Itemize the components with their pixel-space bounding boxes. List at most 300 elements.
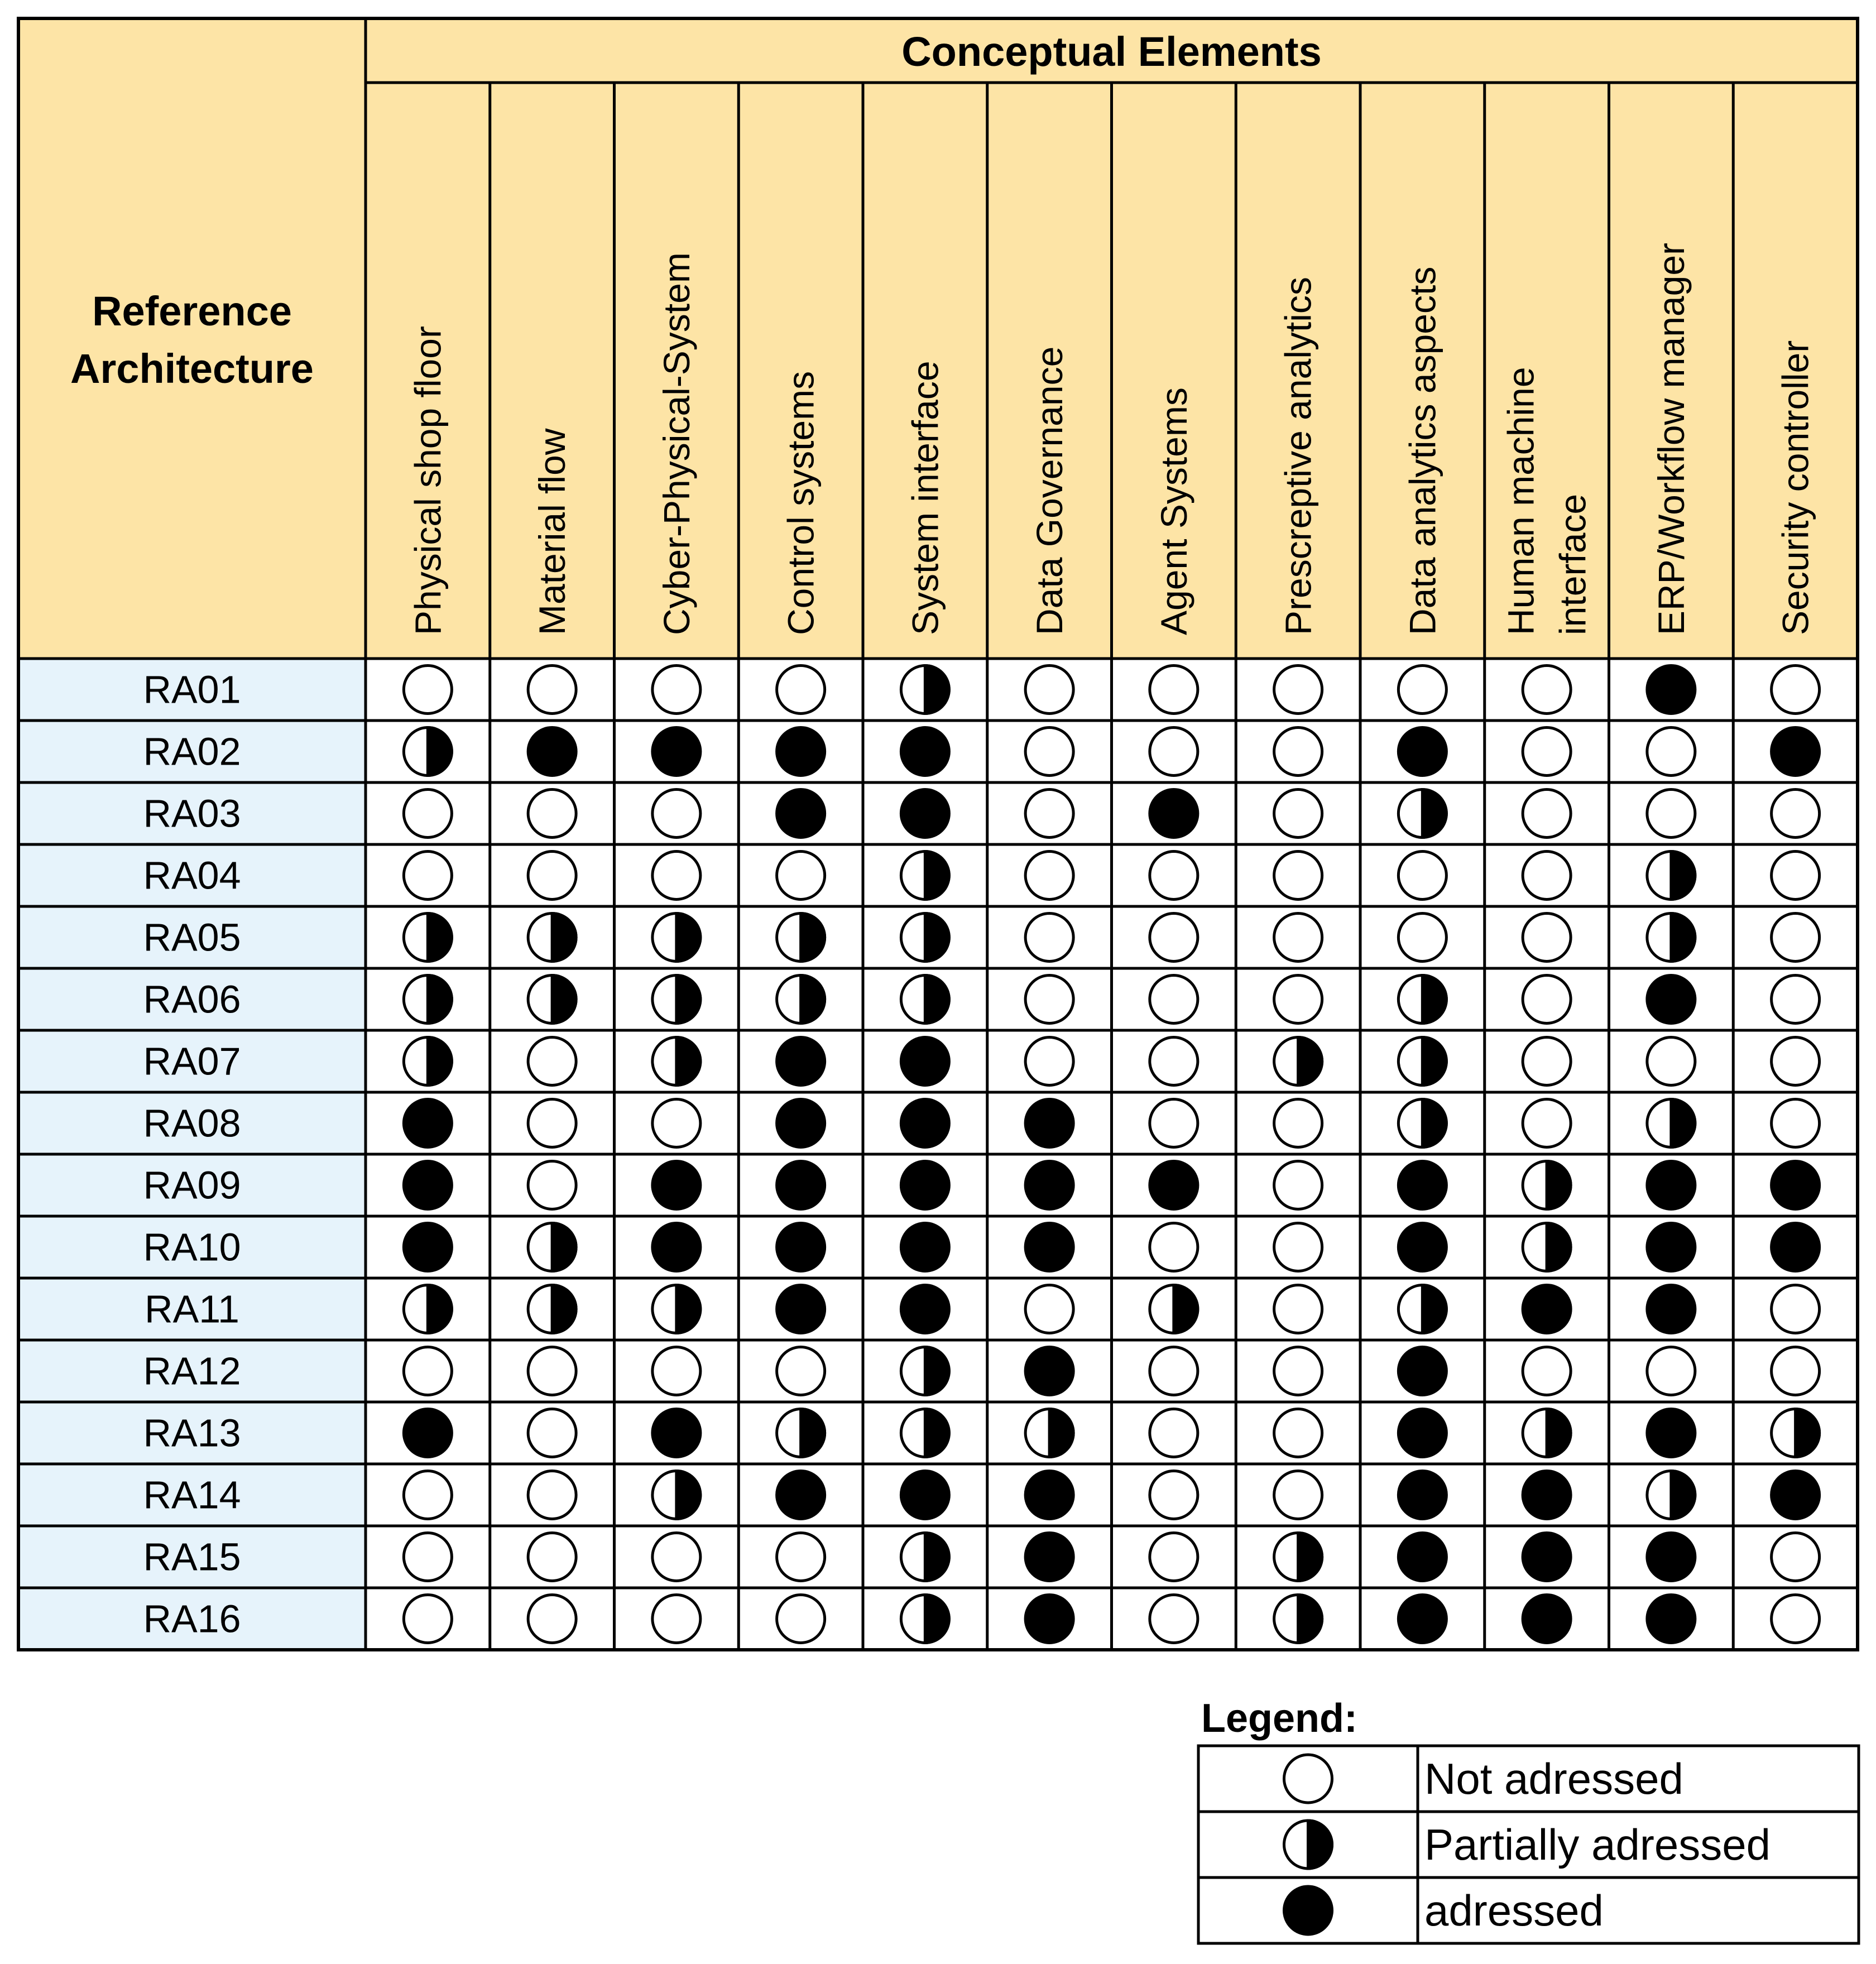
matrix-cell-symbol: [404, 790, 452, 838]
matrix-cell-symbol: [652, 976, 700, 1024]
empty-circle-icon: [528, 1347, 576, 1395]
matrix-cell-symbol: [404, 1099, 452, 1147]
matrix-cell-symbol: [652, 790, 700, 838]
matrix-cell-symbol: [1772, 790, 1820, 838]
matrix-cell-symbol: [901, 1347, 949, 1395]
matrix-cell-symbol: [1647, 1099, 1695, 1147]
matrix-cell-symbol: [1274, 790, 1322, 838]
matrix-cell-symbol: [901, 914, 949, 962]
legend-title: Legend:: [1201, 1696, 1357, 1741]
full-circle-icon: [901, 790, 949, 838]
full-circle-icon: [1398, 1533, 1446, 1581]
matrix-cell-symbol: [1772, 976, 1820, 1024]
matrix-cell-symbol: [528, 1099, 576, 1147]
matrix-cell-symbol: [1647, 1223, 1695, 1271]
matrix-cell-symbol: [1150, 1285, 1198, 1333]
matrix-cell-symbol: [1150, 1099, 1198, 1147]
empty-circle-icon: [1772, 1595, 1820, 1643]
empty-circle-icon: [1398, 914, 1446, 962]
matrix-cell-symbol: [652, 914, 700, 962]
full-circle-icon: [1025, 1533, 1073, 1581]
full-circle-icon: [1523, 1285, 1571, 1333]
matrix-cell-symbol: [404, 1285, 452, 1333]
matrix-cell-symbol: [1274, 1099, 1322, 1147]
full-circle-icon: [1647, 1409, 1695, 1457]
legend-label: adressed: [1424, 1886, 1604, 1935]
full-circle-icon: [1772, 1161, 1820, 1209]
empty-circle-icon: [1523, 1038, 1571, 1086]
matrix-cell-symbol: [1772, 852, 1820, 900]
full-circle-icon: [1523, 1471, 1571, 1519]
matrix-cell-symbol: [1647, 666, 1695, 714]
full-circle-icon: [1647, 976, 1695, 1024]
full-circle-icon: [1150, 1161, 1198, 1209]
empty-circle-icon: [404, 852, 452, 900]
full-circle-icon: [652, 1409, 700, 1457]
matrix-cell-symbol: [528, 1533, 576, 1581]
empty-circle-icon: [1025, 1038, 1073, 1086]
row-label: RA12: [143, 1349, 241, 1393]
empty-circle-icon: [1772, 1099, 1820, 1147]
matrix-cell-symbol: [404, 914, 452, 962]
full-circle-icon: [1025, 1471, 1073, 1519]
full-circle-icon: [777, 1099, 825, 1147]
empty-circle-icon: [528, 1161, 576, 1209]
matrix-cell-symbol: [1647, 1595, 1695, 1643]
matrix-cell-symbol: [1772, 728, 1820, 776]
matrix-cell-symbol: [652, 1409, 700, 1457]
empty-circle-icon: [777, 1347, 825, 1395]
empty-circle-icon: [404, 1533, 452, 1581]
empty-circle-icon: [652, 1099, 700, 1147]
empty-circle-icon: [777, 666, 825, 714]
legend-symbol: [1284, 1755, 1332, 1803]
full-circle-icon: [777, 1471, 825, 1519]
matrix-cell-symbol: [1647, 728, 1695, 776]
matrix-cell-symbol: [1772, 1285, 1820, 1333]
full-circle-icon: [1523, 1533, 1571, 1581]
column-header-label: Data analytics aspects: [1402, 266, 1443, 635]
column-header-label: interface: [1552, 493, 1594, 635]
matrix-cell-symbol: [1772, 1161, 1820, 1209]
empty-circle-icon: [404, 1347, 452, 1395]
full-circle-icon: [652, 1223, 700, 1271]
column-header: [1153, 387, 1194, 635]
matrix-cell-symbol: [901, 666, 949, 714]
matrix-cell-symbol: [1398, 666, 1446, 714]
matrix-cell-symbol: [777, 1038, 825, 1086]
empty-circle-icon: [1772, 790, 1820, 838]
matrix-cell-symbol: [1398, 914, 1446, 962]
matrix-cell-symbol: [1647, 976, 1695, 1024]
matrix-cell-symbol: [1025, 1409, 1073, 1457]
matrix-cell-symbol: [901, 1409, 949, 1457]
matrix-cell-symbol: [1398, 852, 1446, 900]
matrix-cell-symbol: [777, 1409, 825, 1457]
matrix-cell-symbol: [1647, 914, 1695, 962]
matrix-cell-symbol: [777, 1099, 825, 1147]
full-circle-icon: [1647, 1533, 1695, 1581]
full-circle-icon: [1284, 1886, 1332, 1934]
empty-circle-icon: [1274, 666, 1322, 714]
empty-circle-icon: [1772, 666, 1820, 714]
matrix-cell-symbol: [901, 1533, 949, 1581]
matrix-cell-symbol: [901, 1161, 949, 1209]
matrix-cell-symbol: [1647, 1471, 1695, 1519]
matrix-cell-symbol: [901, 976, 949, 1024]
matrix-cell-symbol: [1772, 1099, 1820, 1147]
empty-circle-icon: [652, 1595, 700, 1643]
full-circle-icon: [901, 1285, 949, 1333]
matrix-cell-symbol: [528, 1347, 576, 1395]
matrix-cell-symbol: [1025, 976, 1073, 1024]
full-circle-icon: [1647, 1223, 1695, 1271]
row-label: RA03: [143, 791, 241, 835]
empty-circle-icon: [1284, 1755, 1332, 1803]
full-circle-icon: [1025, 1347, 1073, 1395]
matrix-cell-symbol: [1523, 1038, 1571, 1086]
empty-circle-icon: [1150, 852, 1198, 900]
empty-circle-icon: [1150, 1038, 1198, 1086]
matrix-cell-symbol: [528, 852, 576, 900]
matrix-cell-symbol: [1647, 1347, 1695, 1395]
matrix-cell-symbol: [1025, 914, 1073, 962]
full-circle-icon: [1398, 1595, 1446, 1643]
matrix-cell-symbol: [652, 1347, 700, 1395]
full-circle-icon: [777, 728, 825, 776]
empty-circle-icon: [1150, 1409, 1198, 1457]
column-header: [1029, 347, 1070, 635]
empty-circle-icon: [1274, 1099, 1322, 1147]
empty-circle-icon: [1150, 914, 1198, 962]
row-label: RA07: [143, 1039, 241, 1083]
matrix-cell-symbol: [652, 852, 700, 900]
matrix-cell-symbol: [1523, 1533, 1571, 1581]
empty-circle-icon: [1772, 1038, 1820, 1086]
empty-circle-icon: [1274, 1161, 1322, 1209]
matrix-cell-symbol: [1025, 666, 1073, 714]
column-header-label: Material flow: [531, 428, 573, 635]
column-header-label: Prescreptive analytics: [1277, 277, 1319, 635]
full-circle-icon: [1150, 790, 1198, 838]
empty-circle-icon: [404, 1595, 452, 1643]
matrix-cell-symbol: [1398, 1409, 1446, 1457]
row-label: RA06: [143, 977, 241, 1021]
matrix-cell-symbol: [1647, 790, 1695, 838]
full-circle-icon: [901, 1223, 949, 1271]
matrix-cell-symbol: [404, 666, 452, 714]
matrix-cell-symbol: [528, 1409, 576, 1457]
empty-circle-icon: [1523, 914, 1571, 962]
empty-circle-icon: [528, 1471, 576, 1519]
matrix-cell-symbol: [901, 1471, 949, 1519]
matrix-cell-symbol: [652, 1471, 700, 1519]
matrix-cell-symbol: [1772, 1595, 1820, 1643]
empty-circle-icon: [1025, 728, 1073, 776]
full-circle-icon: [1772, 1471, 1820, 1519]
row-label: RA16: [143, 1597, 241, 1641]
matrix-cell-symbol: [1025, 1285, 1073, 1333]
matrix-cell-symbol: [1025, 1533, 1073, 1581]
matrix-cell-symbol: [1772, 666, 1820, 714]
legend-symbol: [1284, 1886, 1332, 1934]
matrix-cell-symbol: [1398, 1099, 1446, 1147]
matrix-cell-symbol: [404, 1533, 452, 1581]
matrix-cell-symbol: [1274, 1595, 1322, 1643]
matrix-cell-symbol: [1150, 1409, 1198, 1457]
full-circle-icon: [1398, 1409, 1446, 1457]
matrix-cell-symbol: [652, 1161, 700, 1209]
matrix-cell-symbol: [652, 1285, 700, 1333]
full-circle-icon: [901, 1099, 949, 1147]
matrix-cell-symbol: [1523, 790, 1571, 838]
matrix-cell-symbol: [901, 1099, 949, 1147]
column-header-label: Human machine: [1500, 367, 1542, 635]
empty-circle-icon: [1274, 1471, 1322, 1519]
row-label: RA14: [143, 1473, 241, 1517]
matrix-cell-symbol: [1398, 1595, 1446, 1643]
matrix-cell-symbol: [652, 666, 700, 714]
matrix-cell-symbol: [777, 1595, 825, 1643]
full-circle-icon: [777, 1038, 825, 1086]
empty-circle-icon: [1274, 790, 1322, 838]
full-circle-icon: [1025, 1223, 1073, 1271]
empty-circle-icon: [1398, 852, 1446, 900]
matrix-cell-symbol: [1523, 728, 1571, 776]
matrix-cell-symbol: [1772, 914, 1820, 962]
empty-circle-icon: [1274, 728, 1322, 776]
matrix-cell-symbol: [404, 1161, 452, 1209]
empty-circle-icon: [1150, 976, 1198, 1024]
column-header: [407, 326, 448, 635]
empty-circle-icon: [404, 1471, 452, 1519]
full-circle-icon: [1398, 1223, 1446, 1271]
matrix-cell-symbol: [1150, 728, 1198, 776]
matrix-cell-symbol: [1523, 1223, 1571, 1271]
matrix-cell-symbol: [1647, 1285, 1695, 1333]
full-circle-icon: [901, 1471, 949, 1519]
matrix-cell-symbol: [1274, 914, 1322, 962]
matrix-cell-symbol: [1274, 728, 1322, 776]
full-circle-icon: [404, 1409, 452, 1457]
matrix-cell-symbol: [1772, 1038, 1820, 1086]
matrix-cell-symbol: [404, 1409, 452, 1457]
full-circle-icon: [404, 1099, 452, 1147]
empty-circle-icon: [1274, 1347, 1322, 1395]
matrix-cell-symbol: [1150, 1533, 1198, 1581]
matrix-cell-symbol: [1647, 1409, 1695, 1457]
legend: [1198, 1696, 1859, 1943]
row-label: RA04: [143, 853, 241, 897]
full-circle-icon: [1523, 1595, 1571, 1643]
empty-circle-icon: [528, 1595, 576, 1643]
matrix-cell-symbol: [1523, 1595, 1571, 1643]
matrix-cell-symbol: [404, 852, 452, 900]
matrix-cell-symbol: [777, 1347, 825, 1395]
empty-circle-icon: [1647, 1038, 1695, 1086]
full-circle-icon: [652, 728, 700, 776]
matrix-cell-symbol: [1274, 1533, 1322, 1581]
matrix-cell-symbol: [1398, 1223, 1446, 1271]
matrix-cell-symbol: [652, 1038, 700, 1086]
full-circle-icon: [1398, 728, 1446, 776]
column-header: [1402, 267, 1443, 635]
full-circle-icon: [901, 728, 949, 776]
matrix-cell-symbol: [1523, 1347, 1571, 1395]
row-label: RA11: [145, 1287, 239, 1331]
matrix-cell-symbol: [1274, 976, 1322, 1024]
full-circle-icon: [777, 1285, 825, 1333]
empty-circle-icon: [652, 852, 700, 900]
matrix-cell-symbol: [777, 852, 825, 900]
matrix-cell-symbol: [777, 666, 825, 714]
matrix-cell-symbol: [1274, 1409, 1322, 1457]
empty-circle-icon: [528, 1099, 576, 1147]
full-circle-icon: [1398, 1347, 1446, 1395]
empty-circle-icon: [528, 666, 576, 714]
matrix-cell-symbol: [901, 1038, 949, 1086]
matrix-cell-symbol: [1523, 1161, 1571, 1209]
empty-circle-icon: [1150, 1099, 1198, 1147]
matrix-cell-symbol: [528, 728, 576, 776]
empty-circle-icon: [777, 852, 825, 900]
matrix-cell-symbol: [1398, 1161, 1446, 1209]
row-label: RA02: [143, 729, 241, 774]
matrix-cell-symbol: [1398, 728, 1446, 776]
matrix-cell-symbol: [404, 728, 452, 776]
full-circle-icon: [1398, 1161, 1446, 1209]
column-header-label: Data Governance: [1029, 346, 1071, 635]
empty-circle-icon: [1274, 914, 1322, 962]
matrix-cell-symbol: [901, 1285, 949, 1333]
matrix-cell-symbol: [528, 1595, 576, 1643]
matrix-cell-symbol: [1150, 852, 1198, 900]
matrix-cell-symbol: [404, 1595, 452, 1643]
empty-circle-icon: [528, 1038, 576, 1086]
matrix-cell-symbol: [1150, 1223, 1198, 1271]
empty-circle-icon: [1772, 1347, 1820, 1395]
empty-circle-icon: [404, 666, 452, 714]
column-header-label: Security controller: [1774, 340, 1816, 635]
reference-architecture-header: Reference Architecture: [70, 288, 314, 392]
matrix-cell-symbol: [901, 1223, 949, 1271]
column-header-label: System interface: [904, 361, 946, 635]
matrix-cell-symbol: [1398, 1285, 1446, 1333]
full-circle-icon: [901, 1038, 949, 1086]
empty-circle-icon: [1523, 728, 1571, 776]
matrix-cell-symbol: [1647, 1161, 1695, 1209]
column-header: [656, 252, 697, 635]
empty-circle-icon: [1025, 1285, 1073, 1333]
matrix-cell-symbol: [1025, 1161, 1073, 1209]
matrix-cell-symbol: [777, 728, 825, 776]
full-circle-icon: [1647, 1285, 1695, 1333]
empty-circle-icon: [404, 790, 452, 838]
matrix-cell-symbol: [528, 1223, 576, 1271]
matrix-cell-symbol: [1398, 1347, 1446, 1395]
matrix-cell-symbol: [1523, 1471, 1571, 1519]
matrix-cell-symbol: [1523, 1409, 1571, 1457]
matrix-cell-symbol: [1150, 1161, 1198, 1209]
matrix-cell-symbol: [901, 728, 949, 776]
empty-circle-icon: [1274, 976, 1322, 1024]
empty-circle-icon: [652, 1347, 700, 1395]
column-header: [780, 371, 822, 635]
matrix-cell-symbol: [1523, 1285, 1571, 1333]
full-circle-icon: [1025, 1595, 1073, 1643]
matrix-cell-symbol: [1274, 666, 1322, 714]
matrix-cell-symbol: [1772, 1533, 1820, 1581]
empty-circle-icon: [1772, 914, 1820, 962]
matrix-cell-symbol: [652, 1223, 700, 1271]
matrix-cell-symbol: [1398, 790, 1446, 838]
empty-circle-icon: [1025, 666, 1073, 714]
empty-circle-icon: [777, 1533, 825, 1581]
empty-circle-icon: [1150, 1533, 1198, 1581]
matrix-cell-symbol: [1647, 852, 1695, 900]
matrix-cell-symbol: [1398, 1533, 1446, 1581]
empty-circle-icon: [1025, 976, 1073, 1024]
empty-circle-icon: [1523, 666, 1571, 714]
column-header-label: ERP/Workflow manager: [1650, 242, 1692, 635]
matrix-cell-symbol: [1025, 790, 1073, 838]
full-circle-icon: [1647, 666, 1695, 714]
empty-circle-icon: [528, 852, 576, 900]
matrix-cell-symbol: [1772, 1223, 1820, 1271]
empty-circle-icon: [528, 1533, 576, 1581]
full-circle-icon: [404, 1223, 452, 1271]
full-circle-icon: [1025, 1099, 1073, 1147]
empty-circle-icon: [1150, 1471, 1198, 1519]
matrix-cell-symbol: [1025, 1471, 1073, 1519]
empty-circle-icon: [777, 1595, 825, 1643]
matrix-cell-symbol: [1150, 1595, 1198, 1643]
full-circle-icon: [404, 1161, 452, 1209]
empty-circle-icon: [652, 1533, 700, 1581]
column-header-label: Cyber-Physical-System: [655, 252, 697, 635]
matrix-cell-symbol: [404, 1471, 452, 1519]
matrix-cell-symbol: [528, 1285, 576, 1333]
matrix-cell-symbol: [1772, 1347, 1820, 1395]
matrix-cell-symbol: [1025, 852, 1073, 900]
empty-circle-icon: [1274, 1285, 1322, 1333]
empty-circle-icon: [1772, 1285, 1820, 1333]
matrix-cell-symbol: [1274, 1285, 1322, 1333]
full-circle-icon: [901, 1161, 949, 1209]
empty-circle-icon: [1647, 728, 1695, 776]
empty-circle-icon: [1772, 1533, 1820, 1581]
full-circle-icon: [1772, 728, 1820, 776]
full-circle-icon: [1025, 1161, 1073, 1209]
full-circle-icon: [1647, 1161, 1695, 1209]
matrix-cell-symbol: [528, 1038, 576, 1086]
column-header: [1775, 340, 1816, 635]
row-label: RA13: [143, 1411, 241, 1455]
matrix-cell-symbol: [777, 1533, 825, 1581]
empty-circle-icon: [1647, 790, 1695, 838]
column-header-label: Agent Systems: [1153, 387, 1194, 635]
matrix-cell-symbol: [1274, 1223, 1322, 1271]
matrix-cell-symbol: [1398, 1471, 1446, 1519]
empty-circle-icon: [1025, 790, 1073, 838]
empty-circle-icon: [1150, 728, 1198, 776]
empty-circle-icon: [1523, 976, 1571, 1024]
empty-circle-icon: [1150, 666, 1198, 714]
empty-circle-icon: [528, 790, 576, 838]
empty-circle-icon: [1150, 1347, 1198, 1395]
matrix-cell-symbol: [1150, 914, 1198, 962]
empty-circle-icon: [1150, 1595, 1198, 1643]
